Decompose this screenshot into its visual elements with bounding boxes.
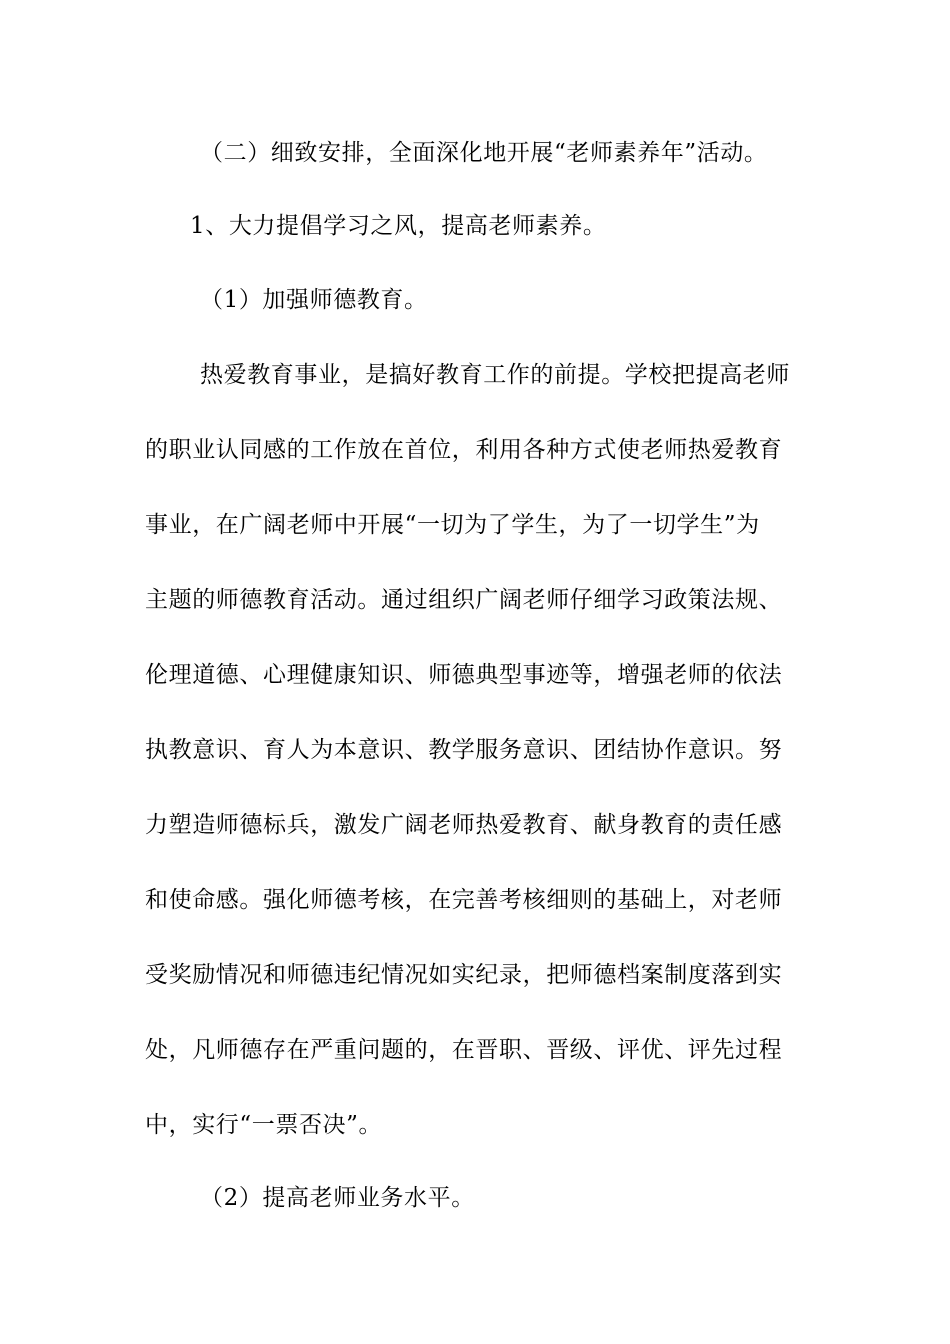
paragraph-line: 受奖励情况和师德违纪情况如实纪录，把师德档案制度落到实 [145,962,783,988]
paragraph-line: 力塑造师德标兵，激发广阔老师热爱教育、献身教育的责任感 [145,812,783,838]
subheading-teacher-ethics: （1）加强师德教育。 [200,287,428,313]
paragraph-line: 热爱教育事业，是搞好教育工作的前提。学校把提高老师 [200,362,790,388]
paragraph-line: 事业，在广阔老师中开展“一切为了学生，为了一切学生”为 [145,512,760,538]
paragraph-line: 处，凡师德存在严重问题的，在晋职、晋级、评优、评先过程 [145,1037,783,1063]
paragraph-line: 执教意识、育人为本意识、教学服务意识、团结协作意识。努 [145,737,783,763]
paragraph-line: 主题的师德教育活动。通过组织广阔老师仔细学习政策法规、 [145,587,783,613]
subheading-professional-level: （2）提高老师业务水平。 [200,1185,475,1211]
item-heading: 1、大力提倡学习之风，提高老师素养。 [190,213,607,239]
section-heading: （二）细致安排，全面深化地开展“老师素养年”活动。 [200,140,768,166]
paragraph-line: 和使命感。强化师德考核，在完善考核细则的基础上，对老师 [145,887,783,913]
paragraph-line: 中，实行“一票否决”。 [145,1112,383,1138]
paragraph-line: 伦理道德、心理健康知识、师德典型事迹等，增强老师的依法 [145,662,783,688]
paragraph-line: 的职业认同感的工作放在首位，利用各种方式使老师热爱教育 [145,437,783,463]
